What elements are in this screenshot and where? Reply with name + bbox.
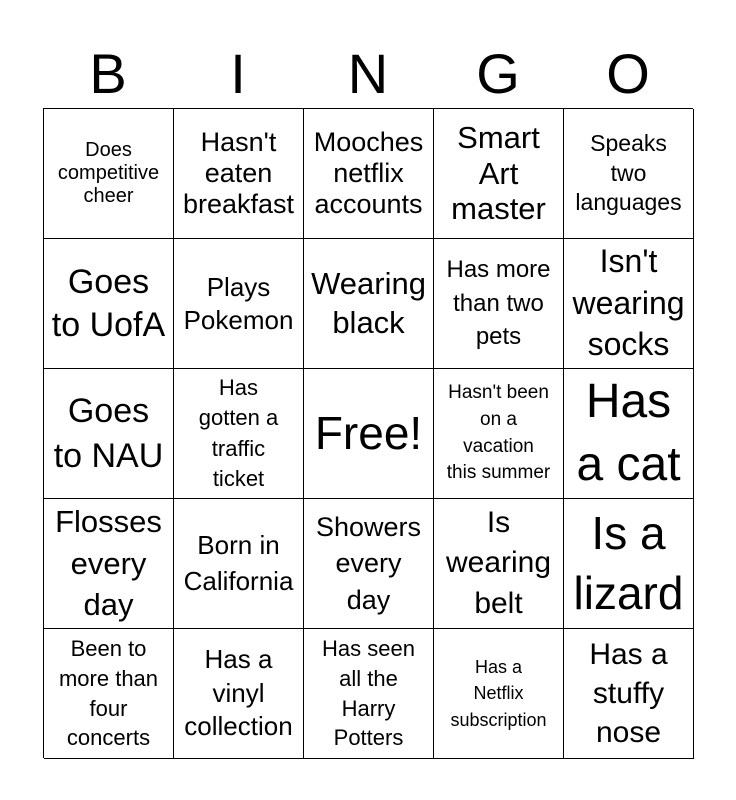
bingo-cell-text: Isn't wearing socks	[572, 243, 685, 363]
bingo-cell-text: Does competitive cheer	[57, 139, 160, 207]
bingo-cell[interactable]	[304, 499, 434, 629]
bingo-cell[interactable]	[44, 239, 174, 369]
bingo-cell-text: Plays Pokemon	[183, 272, 294, 335]
bingo-cell[interactable]	[564, 499, 694, 629]
bingo-cell[interactable]	[44, 629, 174, 759]
bingo-cell[interactable]	[564, 629, 694, 759]
bingo-cell[interactable]	[44, 499, 174, 629]
bingo-cell[interactable]	[304, 109, 434, 239]
bingo-cell[interactable]	[44, 109, 174, 239]
bingo-cell[interactable]	[304, 629, 434, 759]
bingo-cell-text: Has gotten a traffic ticket	[198, 374, 279, 491]
bingo-cell[interactable]	[304, 239, 434, 369]
bingo-cell-text: Showers every day	[315, 511, 422, 615]
bingo-cell-text: Been to more than four concerts	[58, 636, 159, 751]
bingo-cell[interactable]	[174, 369, 304, 499]
bingo-cell-text: Speaks two languages	[575, 130, 682, 216]
bingo-cell[interactable]	[434, 369, 564, 499]
header-letter-b: B	[89, 42, 127, 105]
bingo-cell-text: Has a stuffy nose	[589, 638, 668, 749]
header-letter-o: O	[606, 42, 650, 105]
bingo-cell[interactable]	[174, 109, 304, 239]
bingo-cell-text: Wearing black	[311, 265, 426, 340]
bingo-cell[interactable]	[304, 369, 434, 499]
bingo-cell-text: Has more than two pets	[446, 256, 551, 351]
bingo-cell-text: Mooches netflix accounts	[313, 126, 424, 220]
bingo-cell[interactable]	[174, 629, 304, 759]
bingo-cell-text: Has a vinyl collection	[184, 643, 293, 742]
bingo-cell[interactable]	[174, 239, 304, 369]
header-letter-g: G	[476, 42, 520, 105]
bingo-cell-text: Hasn't been on a vacation this summer	[446, 382, 551, 484]
bingo-cell-text: Goes to NAU	[53, 392, 164, 475]
bingo-cell[interactable]	[434, 629, 564, 759]
header-letter-i: I	[230, 42, 246, 105]
bingo-cell[interactable]	[434, 109, 564, 239]
bingo-board	[43, 108, 693, 758]
bingo-cell-text: Is a lizard	[573, 506, 684, 619]
bingo-cell-text: Has a Netflix subscription	[450, 657, 547, 730]
bingo-cell[interactable]	[434, 239, 564, 369]
bingo-cell-text: Has a cat	[576, 375, 681, 491]
bingo-cell[interactable]	[174, 499, 304, 629]
bingo-cell[interactable]	[564, 239, 694, 369]
bingo-cell-text: Smart Art master	[451, 120, 546, 227]
bingo-cell-text: Goes to UofA	[51, 263, 166, 344]
bingo-cell-text: Hasn't eaten breakfast	[182, 126, 295, 220]
bingo-cell-text: Free!	[314, 407, 423, 460]
bingo-cell[interactable]	[434, 499, 564, 629]
bingo-cell[interactable]	[564, 109, 694, 239]
bingo-cell[interactable]	[564, 369, 694, 499]
bingo-cell[interactable]	[44, 369, 174, 499]
bingo-header	[43, 40, 693, 108]
bingo-cell-text: Born in California	[183, 530, 294, 596]
header-letter-n: N	[347, 42, 389, 105]
bingo-cell-text: Flosses every day	[55, 503, 162, 623]
bingo-cell-text: Is wearing belt	[445, 505, 552, 620]
bingo-cell-text: Has seen all the Harry Potters	[322, 636, 415, 751]
